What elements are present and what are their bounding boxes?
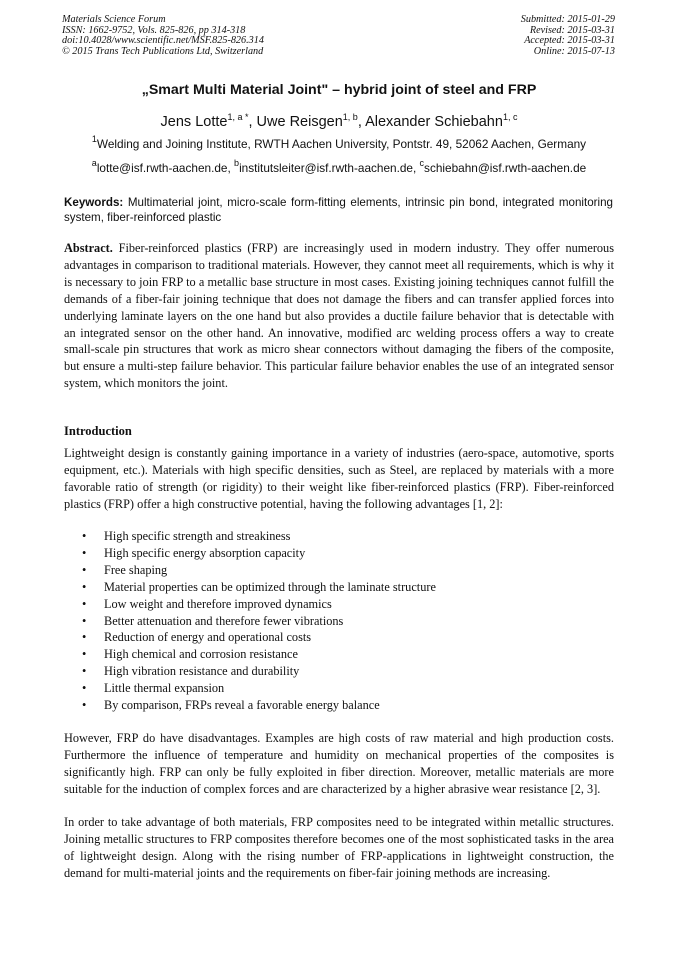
bullet-icon: • [82,579,87,594]
list-item [82,629,602,646]
list-item-text: Low weight and therefore improved dynamics [104,596,332,611]
bullet-icon: • [82,596,87,611]
affiliation-marker: 1 [91,134,97,144]
introduction-paragraph-3: In order to take advantage of both materials, FRP composites need to be integrated within metallic structures. Joining metallic structures to FRP composites therefore becomes one of the most sophisticated tasks in the area of lightweight design. Along with the rising number of FRP-applications in lightweight construction, the demand for multi-material joints and the requirements on fiber-fair joining methods are increasing. [64,815,614,880]
online-date: Online: 2015-07-13 [533,45,615,57]
list-item [82,680,602,697]
submission-dates [521,15,615,57]
author-separator: , [248,114,257,130]
submitted-date: Submitted: 2015-01-29 [520,14,615,25]
revised-date: Revised: 2015-03-31 [529,24,615,36]
abstract [64,240,614,392]
bullet-icon: • [82,529,87,543]
list-item-text: High specific energy absorption capacity [104,545,306,560]
author-affiliation-marker: 1, c [502,112,518,122]
author-affiliation-marker: 1, a * [227,112,249,122]
email-link[interactable]: lotte@isf.rwth-aachen.de, [96,161,235,175]
bullet-icon: • [82,698,87,713]
list-item [82,663,602,680]
bullet-icon: • [82,630,87,645]
list-item [82,579,602,596]
list-item [82,545,602,562]
email-link[interactable]: institutsleiter@isf.rwth-aachen.de, [239,161,420,175]
author-name: Jens Lotte [160,114,228,130]
list-item [82,697,602,714]
list-item-text: Better attenuation and therefore fewer vibrations [104,613,344,628]
bullet-icon: • [82,613,87,628]
abstract-text: Fiber-reinforced plastics (FRP) are increasingly used in modern industry. They offer numerous advantages in comparison to traditional materials. However, they cannot meet all requirements, which is why it is necessary to join FRP to a metallic base structure in most cases. Existing joining techniques cannot fulfill the demands of a fiber-fair joining technique that does not damage the fibers and can transfer applied forces into underlying laminate layers on the one hand but also provides a ductile failure behavior that is detectable with an integrated sensor on the other hand. An innovative, modified arc welding process offers a way to create small-scale pin structures that work as micro shear connectors without damaging the fibers of the composite, but ensure a multi-step failure behavior. This particular failure behavior enables the use of an integrated sensor system, which monitors the joint. [64,241,614,391]
doi: doi:10.4028/www.scientific.net/MSF.825-826.314 [62,35,264,47]
introduction-paragraph-1: Lightweight design is constantly gaining importance in a variety of industries (aero-space, automotive, sports equipment, etc.). Materials with high specific densities, such as Steel, are replaced by materials with a more favorable ratio of strength (or rigidity) to their weight like fiber-reinforced plastics (FRP). Fiber-reinforced plastics (FRP) offer a high constructive potential, having the following advantages [1, 2]: [64,446,614,511]
bullet-icon: • [82,681,87,696]
issn: ISSN: 1662-9752, Vols. 825-826, pp 314-318 [62,24,246,36]
list-item-text: Little thermal expansion [104,681,225,696]
author-affiliation-marker: 1, b [342,112,358,122]
affiliation-text: Welding and Joining Institute, RWTH Aachen University, Pontstr. 49, 52062 Aachen, Germany [96,137,587,151]
list-item [82,528,602,545]
bullet-icon: • [82,664,87,679]
email-list [0,158,678,175]
list-item-text: Reduction of energy and operational costs [104,630,312,645]
author-separator: , [357,114,366,130]
affiliation [0,134,678,151]
list-item-text: High specific strength and streakiness [104,529,291,543]
keywords [64,195,613,225]
list-item-text: Free shaping [104,562,168,577]
list-item-text: Material properties can be optimized through the laminate structure [104,579,436,594]
list-item [82,562,602,579]
list-item [82,596,602,613]
publication-info [62,15,264,57]
introduction-paragraph-2: However, FRP do have disadvantages. Examples are high costs of raw material and high production costs. Furthermore the influence of temperature and humidity on mechanical properties of the composites is significantly high. FRP can only be fully exploited in fiber direction. Moreover, metallic materials are more suitable for the induction of complex forces and are characterized by a higher abrasive wear resistance [2, 3]. [64,731,614,796]
bullet-icon: • [82,545,87,560]
paper-title: „Smart Multi Material Joint" – hybrid joint of steel and FRP [141,82,537,98]
author-name: Uwe Reisgen [256,114,343,130]
bullet-icon: • [82,647,87,662]
list-item [82,613,602,630]
list-item-text: High chemical and corrosion resistance [104,647,298,662]
advantages-list [82,528,602,714]
list-item [82,646,602,663]
email-marker: a [91,158,97,168]
list-item-text: By comparison, FRPs reveal a favorable energy balance [104,698,380,713]
accepted-date: Accepted: 2015-03-31 [524,35,615,47]
keywords-text: Multimaterial joint, micro-scale form-fitting elements, intrinsic pin bond, integrated monitoring system, fiber-reinforced plastic [64,196,613,224]
section-heading-introduction: Introduction [64,424,132,438]
email-marker: b [234,158,240,168]
bullet-icon: • [82,562,87,577]
list-item-text: High vibration resistance and durability [104,664,300,679]
author-name: Alexander Schiebahn [365,114,503,130]
email-link[interactable]: schiebahn@isf.rwth-aachen.de [424,161,587,175]
abstract-label: Abstract. [64,241,113,255]
journal-name: Materials Science Forum [62,14,166,25]
email-marker: c [419,158,425,168]
keywords-label: Keywords: [64,196,124,209]
copyright: © 2015 Trans Tech Publications Ltd, Switzerland [62,45,264,57]
author-list [0,114,678,130]
